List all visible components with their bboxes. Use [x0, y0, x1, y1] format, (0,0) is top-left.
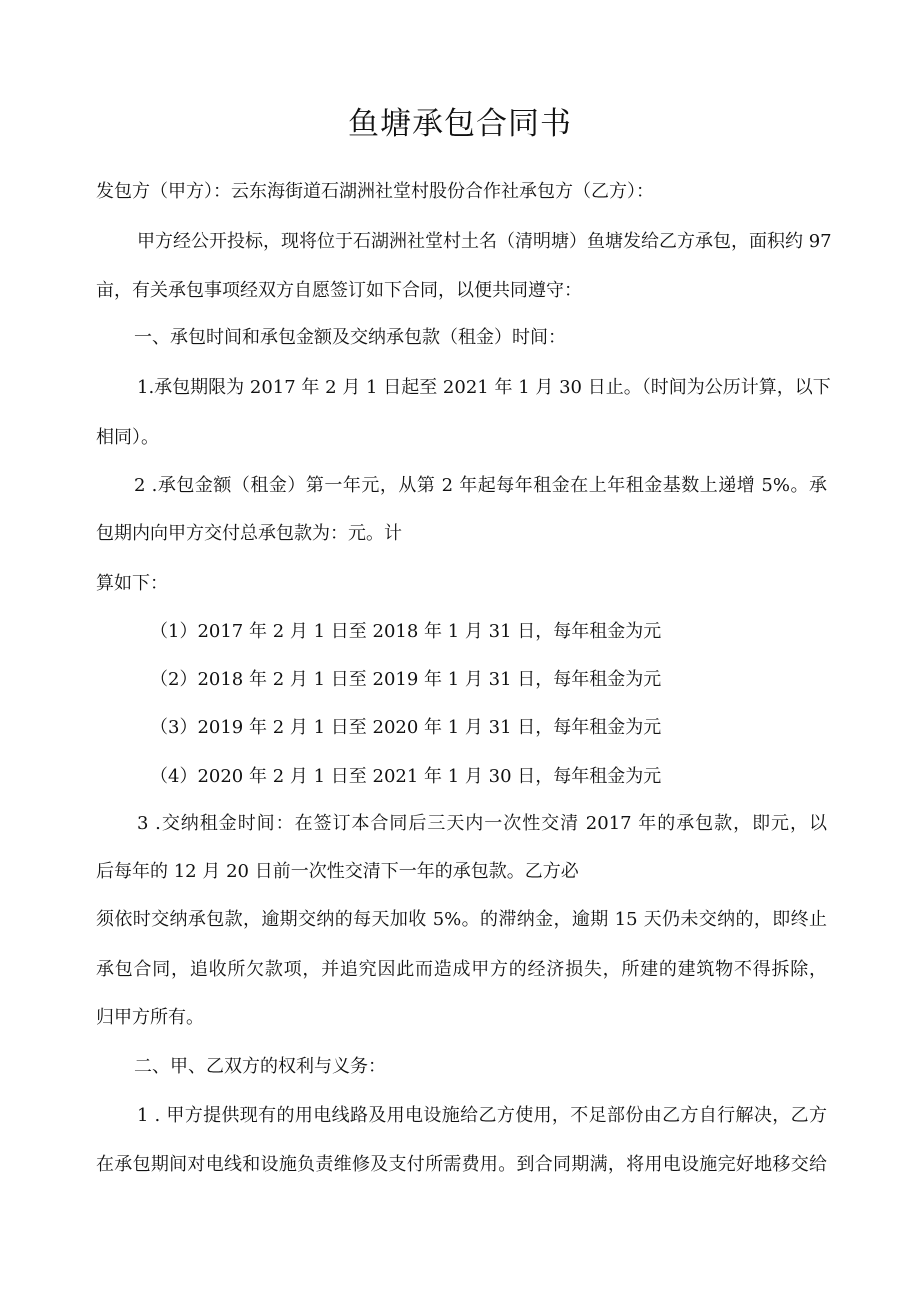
item1-line-1: 1.承包期限为 2017 年 2 月 1 日起至 2021 年 1 月 30 日止。（时间为公历计算，以下: [137, 377, 831, 398]
section2-item1-line-1: 1 . 甲方提供现有的用电线路及用电设施给乙方使用，不足部份由乙方自行解决，乙方: [137, 1105, 827, 1126]
intro-line-1: 甲方经公开投标，现将位于石湖洲社堂村土名（清明塘）鱼塘发给乙方承包，面积约 97: [137, 231, 832, 252]
item2-line-3: 算如下：: [96, 573, 168, 594]
parties-line: 发包方（甲方）：云东海街道石湖洲社堂村股份合作社承包方（乙方）：: [96, 181, 654, 202]
item3-line-1: 3 .交纳租金时间：在签订本合同后三天内一次性交清 2017 年的承包款，即元，以: [137, 813, 827, 834]
item2-line-1: 2 .承包金额（租金）第一年元，从第 2 年起每年租金在上年租金基数上递增 5%。承: [134, 475, 827, 496]
rent-schedule-row-3: （3）2019 年 2 月 1 日至 2020 年 1 月 31 日，每年租金为元: [150, 717, 662, 738]
section1-heading: 一、承包时间和承包金额及交纳承包款（租金）时间：: [134, 327, 566, 348]
item3-line-4: 承包合同，追收所欠款项，并追究因此而造成甲方的经济损失，所建的建筑物不得拆除，: [96, 959, 827, 980]
item3-line-2: 后每年的 12 月 20 日前一次性交清下一年的承包款。乙方必: [96, 861, 579, 882]
rent-schedule-row-4: （4）2020 年 2 月 1 日至 2021 年 1 月 30 日，每年租金为元: [150, 766, 662, 787]
item3-line-3: 须依时交纳承包款，逾期交纳的每天加收 5%。的滞纳金，逾期 15 天仍未交纳的，即终止: [96, 909, 827, 930]
document-title: 鱼塘承包合同书: [348, 106, 572, 142]
section2-item1-line-2: 在承包期间对电线和设施负责维修及支付所需费用。到合同期满，将用电设施完好地移交给: [96, 1154, 827, 1175]
item2-line-2: 包期内向甲方交付总承包款为：元。计: [96, 523, 402, 544]
intro-line-2: 亩，有关承包事项经双方自愿签订如下合同，以便共同遵守：: [96, 280, 582, 301]
rent-schedule-row-2: （2）2018 年 2 月 1 日至 2019 年 1 月 31 日，每年租金为元: [150, 669, 662, 690]
section2-heading: 二、甲、乙双方的权利与义务：: [134, 1056, 386, 1077]
item3-line-5: 归甲方所有。: [96, 1007, 204, 1028]
rent-schedule-row-1: （1）2017 年 2 月 1 日至 2018 年 1 月 31 日，每年租金为元: [150, 621, 662, 642]
item1-line-2: 相同）。: [96, 427, 159, 448]
